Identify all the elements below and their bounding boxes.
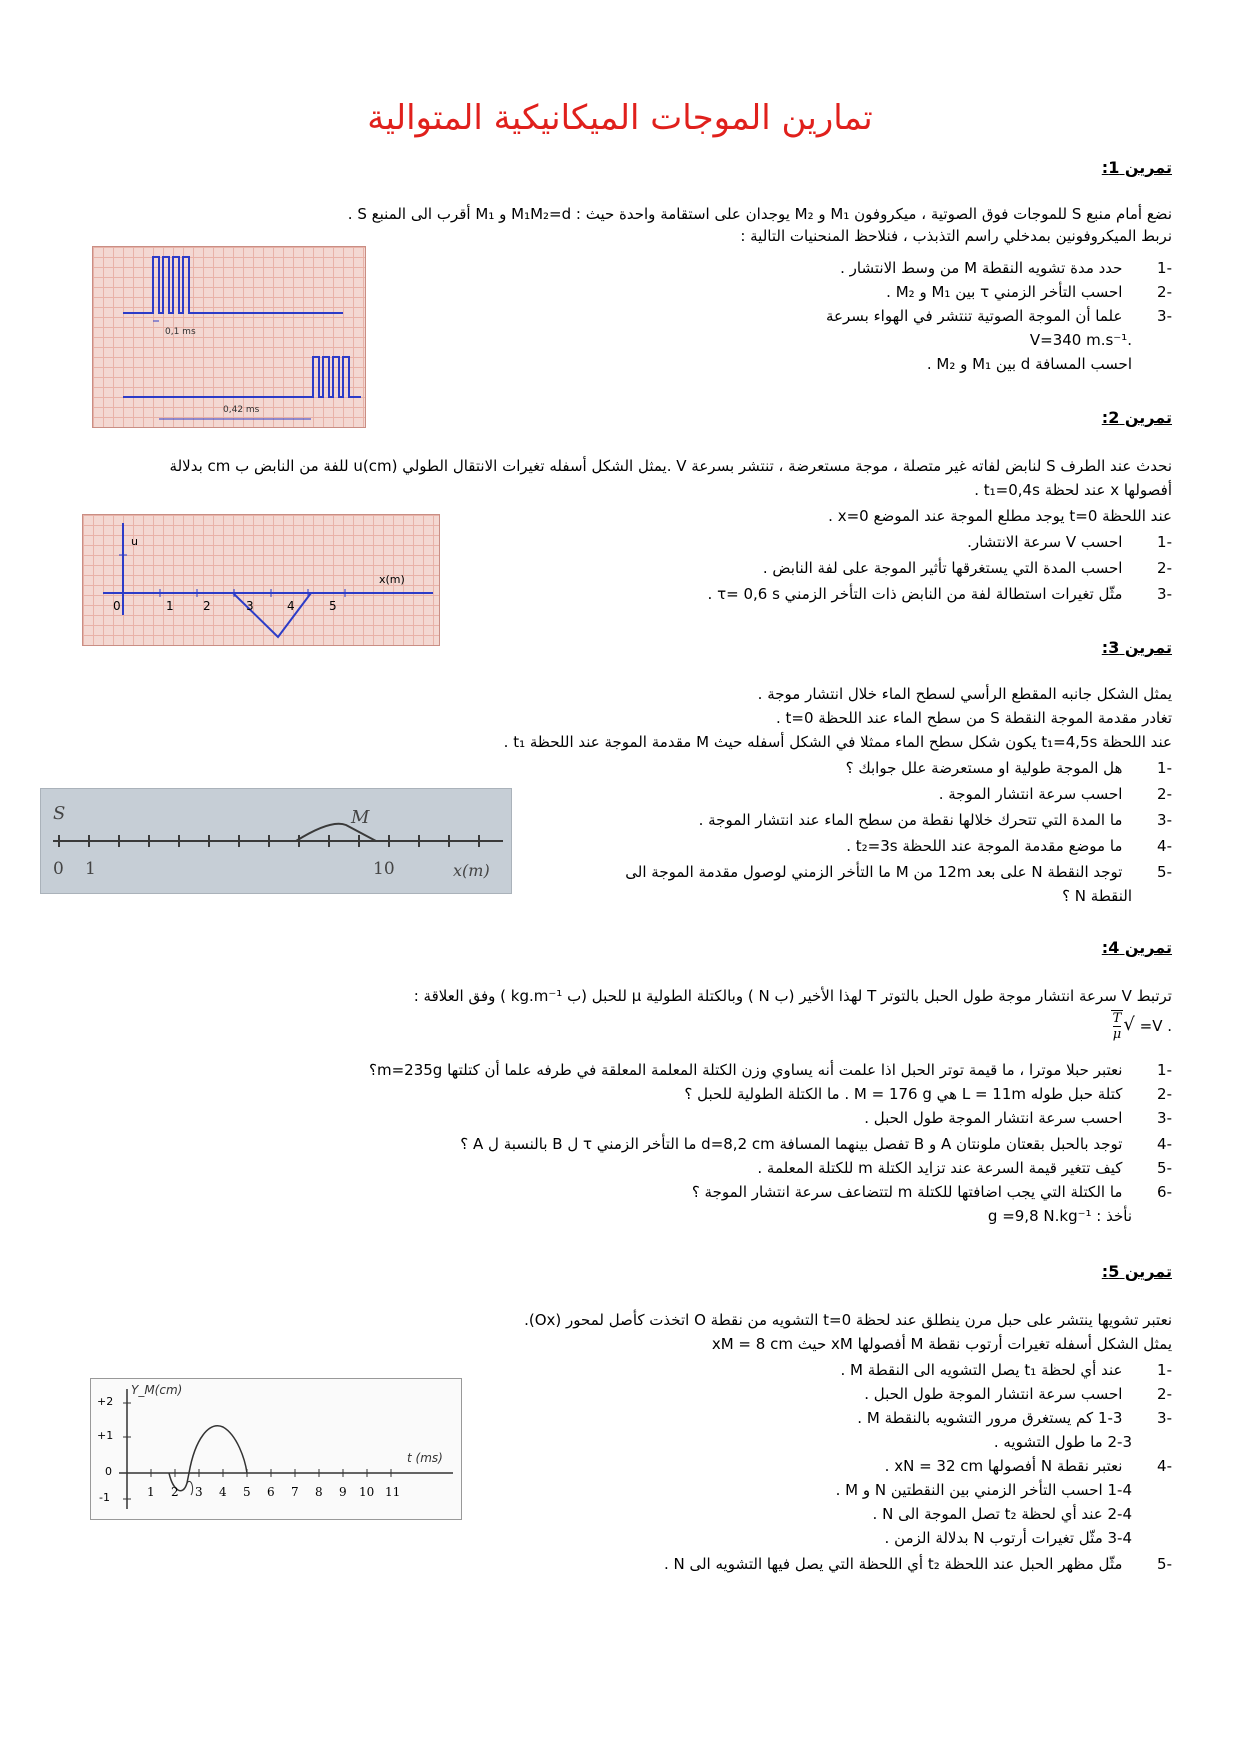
ex2-spring-figure — [82, 514, 440, 646]
ex2-question-1: -1 احسب V سرعة الانتشار. — [967, 533, 1172, 551]
ex5-question-4-2: 2-4 عند أي لحظة t₂ تصل الموجة الى N . — [872, 1505, 1132, 1523]
ex3-question-4: -4 ما موضع مقدمة الموجة عند اللحظة t₂=3s . — [846, 837, 1172, 855]
ex4-question-6: -6 ما الكتلة التي يجب اضافتها للكتلة m لتتضاعف سرعة انتشار الموجة ؟ — [691, 1183, 1172, 1201]
ex1-label-time-2: 0,42 ms — [223, 405, 260, 415]
ex1-paragraph-2: نربط الميكروفونين بمدخلي راسم التذبذب ، فنلاحظ المنحنيات التالية : — [740, 227, 1172, 245]
ex4-question-5: -5 كيف تتغير قيمة السرعة عند تزايد الكتلة m للكتلة المعلمة . — [757, 1159, 1172, 1177]
ex3-paragraph-2: تغادر مقدمة الموجة النقطة S من سطح الماء عند اللحظة t=0 . — [775, 709, 1172, 727]
ex2-paragraph-3: عند اللحظة t=0 يوجد مطلع الموجة عند الموضع x=0 . — [828, 507, 1172, 525]
ex1-question-3-speed: .V=340 m.s⁻¹ — [1029, 331, 1132, 349]
ex1-question-3-distance: احسب المسافة d بين M₁ و M₂ . — [926, 355, 1132, 373]
ex4-formula: . V= √ $\frac{T}{\mu}$ — [1112, 1011, 1172, 1042]
ex2-paragraph-1: نحدث عند الطرف S لنابض لفاته غير متصلة ، موجة مستعرضة ، تنتشر بسرعة V .يمثل الشكل أسفله تغيرات الانتقال الطولي u(cm) للفة من النابض ب cm بدلالة — [169, 457, 1172, 475]
ex4-constant-g: نأخذ : g =9,8 N.kg⁻¹ — [987, 1207, 1132, 1225]
ex1-label-time-1: 0,1 ms — [165, 327, 196, 337]
ex4-question-1: -1 نعتبر حبلا موترا ، ما قيمة توتر الحبل اذا علمت أنه يساوي وزن الكتلة المعلمة المعلقة في طرفه علما أن كتلتها m=235g؟ — [369, 1061, 1172, 1079]
ex5-ytick-plus1: +1 — [97, 1429, 114, 1442]
exercise-5-heading: تمرين 5: — [1101, 1262, 1172, 1281]
ex5-paragraph-2: يمثل الشكل أسفله تغيرات أرتوب نقطة M أفصولها xM حيث xM = 8 cm — [711, 1335, 1172, 1353]
ex5-ttick-4: 4 — [219, 1485, 227, 1499]
exercise-1-heading: تمرين 1: — [1101, 158, 1172, 177]
ex5-ttick-2: 2 — [171, 1485, 179, 1499]
ex2-tick-1: 1 — [166, 599, 174, 613]
ex4-question-2: -2 كتلة حبل طوله L = 11m هي M = 176 g . ما الكتلة الطولية للحبل ؟ — [684, 1085, 1172, 1103]
page-title: تمارين الموجات الميكانيكية المتوالية — [367, 98, 873, 138]
ex3-axis-x-label: x(m) — [453, 861, 490, 880]
ex5-question-3-2: 2-3 ما طول التشويه . — [993, 1433, 1132, 1451]
ex2-tick-0: 0 — [113, 599, 121, 613]
ex5-question-3: -3 1-3 كم يستغرق مرور التشويه بالنقطة M . — [857, 1409, 1172, 1427]
ex5-ttick-10: 10 — [359, 1485, 375, 1499]
ex3-question-5-cont: النقطة N ؟ — [1062, 887, 1132, 905]
ex2-tick-3: 3 — [246, 599, 254, 613]
ex1-question-3: -3 علما أن الموجة الصوتية تنتشر في الهواء بسرعة — [826, 307, 1172, 325]
ex2-question-3: -3 مثّل تغيرات استطالة لفة من النابض ذات التأخر الزمني τ= 0,6 s . — [707, 585, 1172, 603]
exercise-2-heading: تمرين 2: — [1101, 408, 1172, 427]
ex3-question-2: -2 احسب سرعة انتشار الموجة . — [938, 785, 1172, 803]
ex1-paragraph-1: نضع أمام منبع S للموجات فوق الصوتية ، ميكروفون M₁ و M₂ يوجدان على استقامة واحدة حيث : M₁M₂=d و M₁ أقرب الى المنبع S . — [347, 205, 1172, 223]
ex2-tick-4: 4 — [287, 599, 295, 613]
ex5-ttick-7: 7 — [291, 1485, 299, 1499]
ex5-ttick-3: 3 — [195, 1485, 203, 1499]
ex5-axis-t-label: t (ms) — [407, 1451, 443, 1465]
ex2-axis-u-label: u — [131, 535, 138, 548]
ex5-ttick-9: 9 — [339, 1485, 347, 1499]
ex3-question-3: -3 ما المدة التي تتحرك خلالها نقطة من سطح الماء عند انتشار الموجة . — [698, 811, 1172, 829]
ex5-ytick-0: 0 — [105, 1465, 112, 1478]
ex1-question-2: -2 احسب التأخر الزمني τ بين M₁ و M₂ . — [886, 283, 1172, 301]
ex2-tick-2: 2 — [203, 599, 211, 613]
ex5-ytick-plus2: +2 — [97, 1395, 114, 1408]
ex2-axis-x-label: x(m) — [379, 573, 405, 586]
ex5-ordinate-figure — [90, 1378, 462, 1520]
ex5-ttick-5: 5 — [243, 1485, 251, 1499]
exercise-4-heading: تمرين 4: — [1101, 938, 1172, 957]
ex5-paragraph-1: نعتبر تشويها ينتشر على حبل مرن ينطلق عند لحظة t=0 التشويه من نقطة O اتخذت كأصل لمحور (Ox). — [524, 1311, 1172, 1329]
ex5-question-4-3: 3-4 مثّل تغيرات أرتوب N بدلالة الزمن . — [884, 1529, 1132, 1547]
ex5-question-5: -5 مثّل مظهر الحبل عند اللحظة t₂ أي اللحظة التي يصل فيها التشويه الى N . — [663, 1555, 1172, 1573]
ex5-ytick-minus1: -1 — [99, 1491, 110, 1504]
ex3-label-S: S — [53, 803, 66, 824]
ex2-tick-5: 5 — [329, 599, 337, 613]
ex3-question-5: -5 توجد النقطة N على بعد 12m من M ما التأخر الزمني لوصول مقدمة الموجة الى — [625, 863, 1172, 881]
ex2-question-2: -2 احسب المدة التي يستغرقها تأثير الموجة على لفة النابض . — [762, 559, 1172, 577]
ex4-question-3: -3 احسب سرعة انتشار الموجة طول الحبل . — [864, 1109, 1172, 1127]
ex3-label-M: M — [351, 807, 370, 828]
ex3-tick-0: 0 — [53, 859, 64, 879]
ex3-question-1: -1 هل الموجة طولية او مستعرضة علل جوابك ؟ — [845, 759, 1172, 777]
ex4-question-4: -4 توجد بالحبل بقعتان ملونتان A و B تفصل بينهما المسافة d=8,2 cm ما التأخر الزمني τ ل B بالنسبة ل A ؟ — [460, 1135, 1172, 1153]
ex4-paragraph-1: ترتبط V سرعة انتشار موجة طول الحبل بالتوتر T لهذا الأخير (ب N ) وبالكتلة الطولية μ للحبل (ب kg.m⁻¹ ) وفق العلاقة : — [413, 987, 1172, 1005]
ex5-ttick-6: 6 — [267, 1485, 275, 1499]
ex3-water-surface-figure — [40, 788, 512, 894]
ex5-ttick-8: 8 — [315, 1485, 323, 1499]
ex1-oscilloscope-figure — [92, 246, 366, 428]
ex3-tick-1: 1 — [85, 859, 96, 879]
ex5-axis-y-label: Y_M(cm) — [131, 1383, 183, 1397]
ex2-paragraph-2: أفصولها x عند لحظة t₁=0,4s . — [974, 481, 1172, 499]
exercise-3-heading: تمرين 3: — [1101, 638, 1172, 657]
ex5-ttick-1: 1 — [147, 1485, 155, 1499]
ex3-paragraph-1: يمثل الشكل جانبه المقطع الرأسي لسطح الماء خلال انتشار موجة . — [757, 685, 1172, 703]
ex5-ttick-11: 11 — [385, 1485, 401, 1499]
ex3-paragraph-3: عند اللحظة t₁=4,5s يكون شكل سطح الماء ممثلا في الشكل أسفله حيث M مقدمة الموجة عند اللحظة t₁ . — [503, 733, 1172, 751]
ex5-question-4: -4 نعتبر نقطة N أفصولها xN = 32 cm . — [884, 1457, 1172, 1475]
ex5-question-4-1: 1-4 احسب التأخر الزمني بين النقطتين N و M . — [835, 1481, 1132, 1499]
ex3-tick-10: 10 — [373, 859, 395, 879]
ex1-question-1: -1 حدد مدة تشويه النقطة M من وسط الانتشار . — [840, 259, 1172, 277]
ex5-question-2: -2 احسب سرعة انتشار الموجة طول الحبل . — [864, 1385, 1172, 1403]
ex5-question-1: -1 عند أي لحظة t₁ يصل التشويه الى النقطة M . — [840, 1361, 1172, 1379]
